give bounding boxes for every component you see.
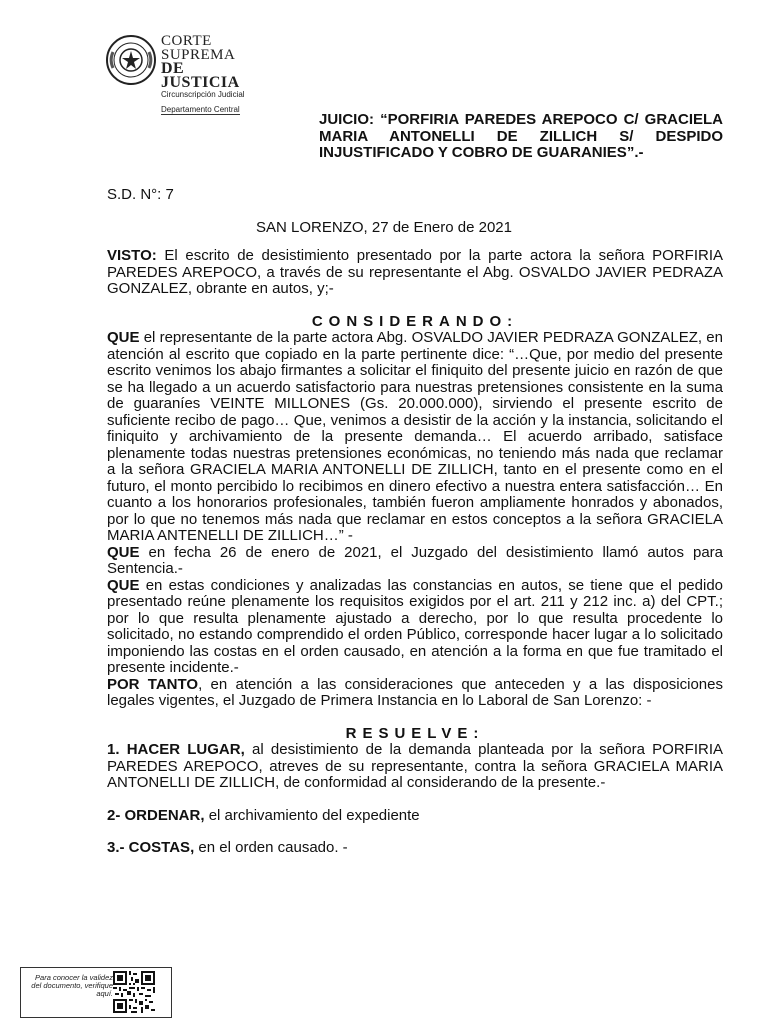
resolution-1-label: 1. HACER LUGAR, [107,741,245,758]
visto-text: El escrito de desistimiento presentado por la parte actora la señora PORFIRIA PAREDES AREPOCO, a través de su representante el Abg. OSVALDO JAVIER PEDRAZA GONZALEZ, obrante en autos, y;- [107,247,723,297]
que-text-2: en fecha 26 de enero de 2021, el Juzgado del desistimiento llamó autos para Sentencia.- [107,543,724,577]
logo-subtitle-2: Departamento Central [161,105,240,114]
logo-line-3: DE JUSTICIA [161,60,240,91]
logo-line-1: CORTE [161,33,212,49]
sd-number: S.D. N°: 7 [107,186,174,203]
logo-subtitle-1: Circunscripción Judicial [161,90,245,99]
visto-label: VISTO: [107,247,157,264]
logo-line-2: SUPREMA [161,47,236,63]
qr-code-icon[interactable] [113,971,155,1013]
que-paragraph-3 [107,578,723,677]
resolution-2-label: 2- ORDENAR, [107,806,205,824]
resolution-2-text: el archivamiento del expediente [208,806,420,824]
document-body [107,248,723,857]
resolution-2 [107,808,723,825]
resolution-3-text: en el orden causado. - [198,839,348,856]
resuelve-heading: RESUELVE: [345,724,485,742]
por-tanto-text: , en atención a las consideraciones que anteceden y a las disposiciones legales vigentes, el Juzgado de Primera Instancia en lo Laboral de San Lorenzo: - [107,675,723,709]
verification-text: Para conocer la validez del documento, verifique aquí. [31,973,113,998]
que-label-3: QUE [107,576,140,594]
por-tanto-paragraph [107,677,723,710]
court-seal-icon [105,34,157,86]
que-text-1: el representante de la parte actora Abg. OSVALDO JAVIER PEDRAZA GONZALEZ, en atención al escrito que copiado en la parte pertinente dice: “…Que, por medio del presente escrito venimos los abajo firmantes a solicitar el finiquito del presente juicio en razón de que se ha llegado a un acuerdo satisfactorio para nuestras pretensiones consistente en la suma de guaraníes VEINTE MILLONES (Gs. 20.000.000), sirviendo el presente escrito de suficiente recibo de pago… Que, venimos a desistir de la acción y la instancia, solicitando el finiquito y archivamiento de la presente demanda… El acuerdo arribado, satisface plenamente todas nuestras pretensiones económicas, no teniendo más nada que reclamar a la señora GRACIELA MARIA ANTONELLI DE ZILLICH, tanto en el presente como en el futuro, el monto percibido lo recibimos en dinero efectivo a nuestra entera satisfacción… En cuanto a los honorarios profesionales, también fueron ampliamente honrados y abonados, por lo que no tenemos más nada que reclamar en estos conceptos a la señora GRACIELA MARIA ANTENELLI DE ZILLICH…” - [107,329,723,544]
que-label-1: QUE [107,329,140,346]
por-tanto-label: POR TANTO [107,675,199,693]
court-logo [105,33,255,114]
resolution-3-label: 3.- COSTAS, [107,839,195,856]
que-paragraph-1 [107,330,723,545]
resolution-1-text: al desistimiento de la demanda planteada por la señora PORFIRIA PAREDES AREPOCO, atreves de su representante, contra la señora GRACIELA MARIA ANTONELLI DE ZILLICH, de conformidad al considerando de la presente.- [107,741,723,791]
que-label-2: QUE [107,543,140,561]
case-title: JUICIO: “PORFIRIA PAREDES AREPOCO C/ GRACIELA MARIA ANTONELLI DE ZILLICH S/ DESPIDO INJUSTIFICADO Y COBRO DE GUARANIES”.- [319,111,723,161]
resolution-1 [107,742,723,792]
considerando-heading: CONSIDERANDO: [311,312,519,330]
verification-box [20,967,172,1018]
date-line: SAN LORENZO, 27 de Enero de 2021 [256,219,512,236]
que-text-3: en estas condiciones y analizadas las constancias en autos, se tiene que el pedido presentado reúne plenamente los requisitos exigidos por el art. 211 y 212 inc. a) del CPT.; por lo que resulta plenamente ajustado a derecho, por lo que resulta procedente lo solicitado, no estando comprendido el orden Público, corresponde hacer lugar a lo solicitado imponiendo las costas en el orden causado, en atención a la forma en que fue tramitado el presente incidente.- [107,576,724,676]
que-paragraph-2 [107,545,723,578]
visto-paragraph [107,248,723,298]
resolution-3 [107,840,723,857]
